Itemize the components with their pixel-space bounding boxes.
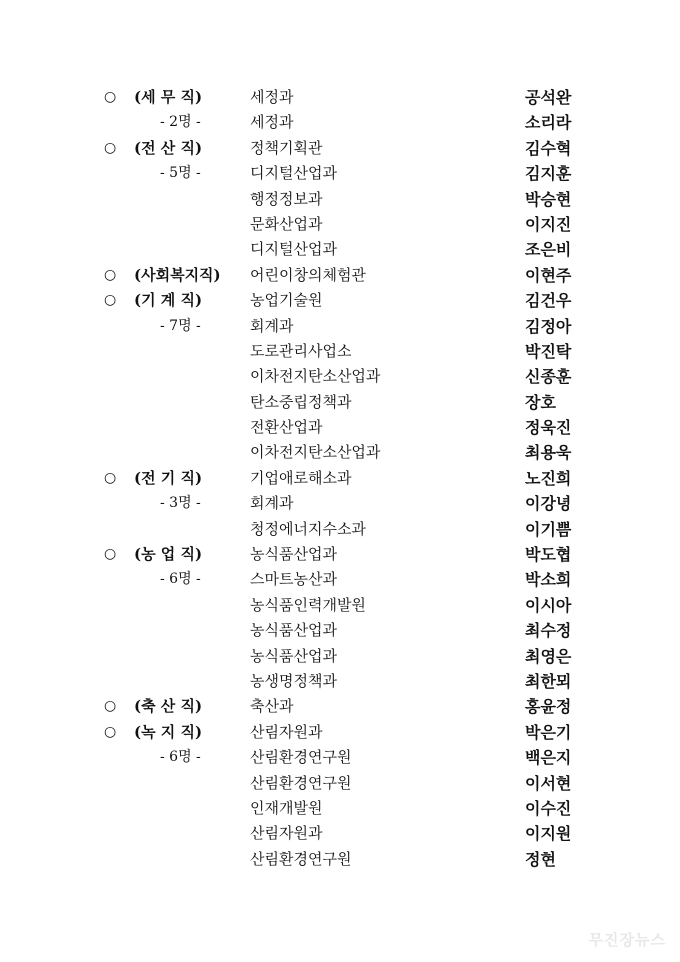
department: 농식품산업과 — [250, 621, 337, 640]
list-item — [0, 694, 680, 719]
person-name: 공석완 — [525, 88, 572, 107]
list-item — [0, 364, 680, 389]
list-item — [0, 136, 680, 161]
job-category: (농 업 직) — [134, 545, 203, 564]
department: 산림환경연구원 — [250, 773, 352, 792]
bullet-mark: ○ — [104, 89, 117, 105]
list-item — [0, 720, 680, 745]
list-item — [0, 593, 680, 618]
person-name: 정욱진 — [525, 418, 572, 438]
person-name: 이기쁨 — [525, 519, 572, 539]
list-item — [0, 288, 680, 313]
list-item — [0, 542, 680, 567]
list-item — [0, 847, 680, 872]
list-item — [0, 440, 680, 465]
department: 회계과 — [250, 494, 294, 513]
department: 어린이창의체험관 — [250, 265, 366, 284]
job-category: (세 무 직) — [134, 88, 203, 106]
list-item — [0, 339, 680, 364]
department: 산림환경연구원 — [250, 748, 352, 767]
department: 탄소중립정책과 — [250, 392, 352, 411]
headcount: - 6명 - — [160, 749, 201, 766]
person-name: 김정아 — [525, 316, 572, 336]
list-item — [0, 314, 680, 339]
job-category: (전 산 직) — [134, 138, 203, 157]
department: 농식품산업과 — [250, 545, 337, 564]
department: 세정과 — [250, 113, 294, 132]
list-item — [0, 821, 680, 846]
department: 산림자원과 — [250, 824, 323, 843]
list-item — [0, 263, 680, 288]
department: 세정과 — [250, 88, 294, 106]
department: 도로관리사업소 — [250, 341, 352, 360]
department: 스마트농산과 — [250, 570, 337, 589]
department: 축산과 — [250, 697, 294, 716]
department: 이차전지탄소산업과 — [250, 443, 381, 462]
person-name: 최용욱 — [525, 443, 572, 463]
person-name: 김지훈 — [525, 164, 572, 184]
job-category: (축 산 직) — [134, 697, 203, 716]
list-item — [0, 567, 680, 592]
list-item — [0, 466, 680, 491]
department: 청정에너지수소과 — [250, 519, 366, 538]
person-name: 장호 — [525, 392, 556, 412]
person-name: 김수혁 — [525, 138, 572, 158]
list-item — [0, 161, 680, 186]
watermark-logo: 무진장뉴스 — [588, 931, 666, 949]
list-item — [0, 669, 680, 694]
person-name: 홍윤정 — [525, 697, 572, 717]
department: 농생명정책과 — [250, 671, 337, 690]
job-category: (전 기 직) — [134, 468, 203, 487]
department: 문화산업과 — [250, 214, 323, 233]
bullet-mark: ○ — [104, 698, 117, 715]
headcount: - 2명 - — [160, 114, 201, 131]
department: 기업애로해소과 — [250, 468, 352, 487]
bullet-mark: ○ — [104, 139, 117, 156]
person-name: 이강녕 — [525, 494, 572, 514]
person-name: 박도협 — [525, 545, 572, 565]
job-category: (녹 지 직) — [134, 722, 203, 741]
list-item — [0, 187, 680, 212]
person-name: 박승현 — [525, 189, 572, 209]
headcount: - 7명 - — [160, 317, 201, 334]
list-item — [0, 415, 680, 440]
list-item — [0, 644, 680, 669]
job-category: (사회복지직) — [134, 265, 221, 284]
department: 회계과 — [250, 316, 294, 335]
department: 행정정보과 — [250, 189, 323, 208]
list-item — [0, 491, 680, 516]
person-name: 박진탁 — [525, 341, 572, 361]
department: 이차전지탄소산업과 — [250, 367, 381, 386]
list-item — [0, 771, 680, 796]
person-name: 박은기 — [525, 722, 572, 742]
list-item — [0, 110, 680, 135]
person-name: 백은지 — [525, 748, 572, 768]
department: 농식품산업과 — [250, 646, 337, 665]
person-name: 노진희 — [525, 468, 572, 488]
bullet-mark: ○ — [104, 292, 117, 309]
person-name: 이시아 — [525, 595, 572, 615]
list-item — [0, 237, 680, 262]
list-item — [0, 618, 680, 643]
person-name: 김건우 — [525, 291, 572, 311]
department: 디지털산업과 — [250, 164, 337, 183]
headcount: - 6명 - — [160, 571, 201, 588]
department: 인재개발원 — [250, 798, 323, 817]
department: 산림환경연구원 — [250, 849, 352, 868]
person-name: 이현주 — [525, 265, 572, 285]
department: 농식품인력개발원 — [250, 595, 366, 614]
personnel-list — [0, 85, 680, 872]
person-name: 최한뫼 — [525, 671, 572, 691]
person-name: 조은비 — [525, 240, 572, 260]
person-name: 최영은 — [525, 646, 572, 666]
bullet-mark: ○ — [104, 469, 117, 486]
person-name: 박소희 — [525, 570, 572, 590]
list-item — [0, 745, 680, 770]
department: 산림자원과 — [250, 722, 323, 741]
person-name: 정현 — [525, 849, 556, 869]
person-name: 이지진 — [525, 214, 572, 234]
person-name: 신종훈 — [525, 367, 572, 387]
person-name: 최수정 — [525, 621, 572, 641]
department: 농업기술원 — [250, 291, 323, 310]
headcount: - 3명 - — [160, 495, 201, 512]
department: 정책기획관 — [250, 138, 323, 157]
person-name: 소리라 — [525, 113, 572, 133]
list-item — [0, 85, 680, 110]
list-item — [0, 390, 680, 415]
person-name: 이수진 — [525, 798, 572, 818]
department: 디지털산업과 — [250, 240, 337, 259]
list-item — [0, 517, 680, 542]
job-category: (기 계 직) — [134, 291, 203, 310]
person-name: 이지원 — [525, 824, 572, 844]
headcount: - 5명 - — [160, 165, 201, 182]
bullet-mark: ○ — [104, 723, 117, 740]
list-item — [0, 212, 680, 237]
bullet-mark: ○ — [104, 266, 117, 283]
person-name: 이서현 — [525, 773, 572, 793]
bullet-mark: ○ — [104, 546, 117, 563]
department: 전환산업과 — [250, 418, 323, 437]
list-item — [0, 796, 680, 821]
